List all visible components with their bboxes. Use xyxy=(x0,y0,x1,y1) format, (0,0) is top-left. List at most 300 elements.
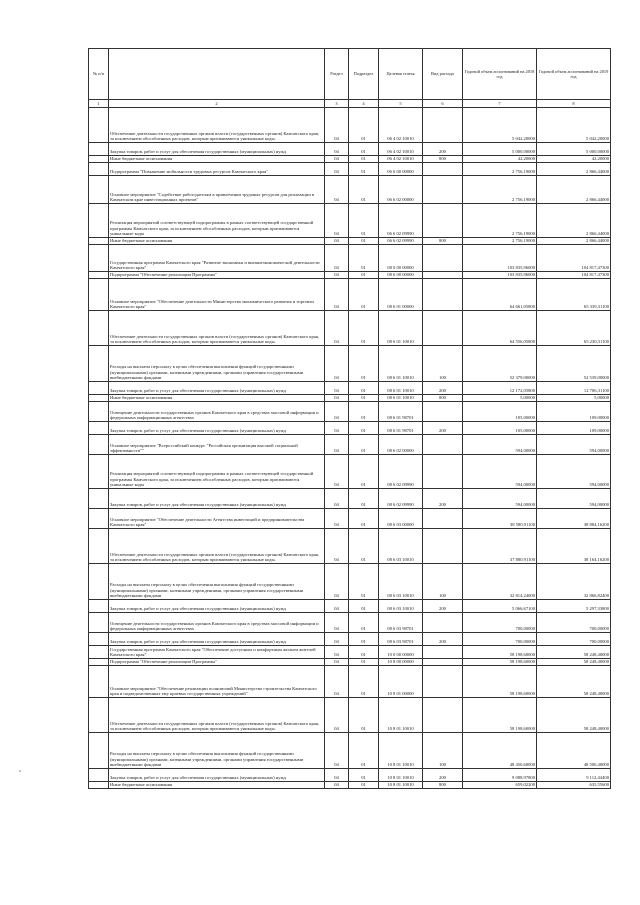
cell-vr xyxy=(423,279,463,311)
cell-razdel: 04 xyxy=(325,311,349,346)
cell-podrazdel: 01 xyxy=(349,733,379,769)
table-row xyxy=(89,422,611,435)
cell-year-2018: 42,20000 xyxy=(463,156,537,163)
cell-razdel: 04 xyxy=(325,435,349,455)
cell-csr: 06 6 02 00000 xyxy=(379,176,423,204)
cell-num xyxy=(89,156,109,163)
cell-razdel: 04 xyxy=(325,698,349,733)
cell-razdel: 04 xyxy=(325,600,349,613)
cell-year-2018: 2 756,19000 xyxy=(463,176,537,204)
cell-name: Закупка товаров, работ и услуг для обеспечения государственных (муниципальных) нужд xyxy=(109,143,325,156)
cell-name: Расходы на выплаты персоналу в целях обеспечения выполнения функций государственными (муниципальными) органами, казенными учреждениями, органами управления государственными внебюджетными фондами xyxy=(109,564,325,600)
cell-razdel: 04 xyxy=(325,402,349,422)
cell-year-2018: 58 198,60000 xyxy=(463,659,537,666)
cell-name: Иные бюджетные ассигнования xyxy=(109,238,325,245)
cell-csr: 06 4 02 10010 xyxy=(379,108,423,143)
cell-razdel: 04 xyxy=(325,163,349,176)
cell-year-2019: 109,00000 xyxy=(537,402,611,422)
cell-csr: 10 8 01 10010 xyxy=(379,698,423,733)
table-row xyxy=(89,382,611,395)
header-csr: Целевая статья xyxy=(379,49,423,100)
cell-num xyxy=(89,245,109,272)
cell-podrazdel: 01 xyxy=(349,489,379,509)
cell-vr xyxy=(423,666,463,698)
cell-podrazdel: 01 xyxy=(349,769,379,782)
cell-name: Основное мероприятие "Обеспечение деятельности Агентства инвестиций и предпринимательства Камчатского края" xyxy=(109,509,325,529)
cell-year-2019: 32 866,82400 xyxy=(537,564,611,600)
cell-csr: 08 6 03 10010 xyxy=(379,564,423,600)
cell-razdel: 04 xyxy=(325,529,349,564)
cell-vr: 200 xyxy=(423,769,463,782)
cell-year-2018: 659,02200 xyxy=(463,782,537,789)
cell-csr: 08 6 03 98701 xyxy=(379,633,423,646)
cell-name: Закупка товаров, работ и услуг для обеспечения государственных (муниципальных) нужд xyxy=(109,422,325,435)
cell-year-2019: 38 164,16200 xyxy=(537,529,611,564)
cell-podrazdel: 01 xyxy=(349,279,379,311)
cell-razdel: 04 xyxy=(325,613,349,633)
cell-name: Расходы на выплаты персоналу в целях обеспечения выполнения функций государственными (муниципальными) органами, казенными учреждениями, органами управления государственными внебюджетными фондами xyxy=(109,346,325,382)
cell-podrazdel: 01 xyxy=(349,422,379,435)
cell-vr: 100 xyxy=(423,564,463,600)
cell-year-2018: 64 661,05800 xyxy=(463,279,537,311)
col-number: 7 xyxy=(463,100,537,108)
cell-podrazdel: 01 xyxy=(349,600,379,613)
cell-year-2018: 105,00000 xyxy=(463,422,537,435)
cell-csr: 06 4 02 10010 xyxy=(379,156,423,163)
cell-year-2018: 105,00000 xyxy=(463,402,537,422)
cell-podrazdel: 01 xyxy=(349,646,379,659)
cell-razdel: 04 xyxy=(325,108,349,143)
cell-razdel: 04 xyxy=(325,564,349,600)
cell-podrazdel: 01 xyxy=(349,529,379,564)
cell-name: Обеспечение деятельности государственных органов власти (государственных органов) Камчатского края, за исключением обособленных расходов, которым присваиваются уникальные коды. xyxy=(109,108,325,143)
cell-vr xyxy=(423,163,463,176)
cell-vr: 200 xyxy=(423,143,463,156)
cell-year-2019: 594,00000 xyxy=(537,435,611,455)
cell-year-2018: 37 880,91100 xyxy=(463,529,537,564)
cell-year-2019: 104 817,47300 xyxy=(537,245,611,272)
cell-vr xyxy=(423,272,463,279)
cell-csr: 06 6 02 09990 xyxy=(379,238,423,245)
table-row xyxy=(89,666,611,698)
cell-year-2018: 5 042,20000 xyxy=(463,108,537,143)
margin-mark-icon xyxy=(18,760,22,764)
header-row xyxy=(89,49,611,100)
cell-num xyxy=(89,272,109,279)
header-razdel: Раздел xyxy=(325,49,349,100)
cell-podrazdel: 01 xyxy=(349,272,379,279)
cell-csr: 08 6 03 98701 xyxy=(379,613,423,633)
cell-vr xyxy=(423,529,463,564)
cell-num xyxy=(89,666,109,698)
cell-year-2018: 2 756,19000 xyxy=(463,163,537,176)
table-row xyxy=(89,204,611,238)
cell-num xyxy=(89,279,109,311)
cell-num xyxy=(89,646,109,659)
cell-num xyxy=(89,311,109,346)
cell-vr xyxy=(423,646,463,659)
cell-name: Иные бюджетные ассигнования xyxy=(109,156,325,163)
cell-vr: 200 xyxy=(423,422,463,435)
cell-razdel: 04 xyxy=(325,633,349,646)
header-num: № п/п xyxy=(89,49,109,100)
col-number: 2 xyxy=(109,100,325,108)
col-number: 6 xyxy=(423,100,463,108)
cell-razdel: 04 xyxy=(325,346,349,382)
table-row xyxy=(89,633,611,646)
table-row xyxy=(89,455,611,489)
cell-name: Государственная программа Камчатского края "Развитие экономики и внешнеэкономической деятельности Камчатского края" xyxy=(109,245,325,272)
cell-podrazdel: 01 xyxy=(349,659,379,666)
cell-num xyxy=(89,238,109,245)
cell-num xyxy=(89,769,109,782)
cell-year-2019: 65 230,31100 xyxy=(537,311,611,346)
cell-vr xyxy=(423,509,463,529)
cell-year-2018: 2 756,19000 xyxy=(463,204,537,238)
cell-name: Обеспечение деятельности государственных органов власти (государственных органов) Камчатского края, за исключением обособленных расходов, которым присваиваются уникальные коды. xyxy=(109,311,325,346)
table-row xyxy=(89,176,611,204)
table-row xyxy=(89,346,611,382)
cell-num xyxy=(89,422,109,435)
cell-year-2019: 700,00000 xyxy=(537,633,611,646)
cell-csr: 06 6 00 00000 xyxy=(379,163,423,176)
cell-csr: 08 6 03 10010 xyxy=(379,529,423,564)
cell-year-2019: 2 866,44000 xyxy=(537,176,611,204)
cell-razdel: 04 xyxy=(325,422,349,435)
column-number-row xyxy=(89,100,611,108)
table-row xyxy=(89,156,611,163)
cell-podrazdel: 01 xyxy=(349,143,379,156)
cell-name: Закупка товаров, работ и услуг для обеспечения государственных (муниципальных) нужд xyxy=(109,489,325,509)
cell-year-2019: 635,55600 xyxy=(537,782,611,789)
cell-num xyxy=(89,435,109,455)
cell-podrazdel: 01 xyxy=(349,633,379,646)
cell-num xyxy=(89,698,109,733)
cell-podrazdel: 01 xyxy=(349,509,379,529)
cell-year-2018: 32 814,24000 xyxy=(463,564,537,600)
table-row xyxy=(89,733,611,769)
cell-vr xyxy=(423,204,463,238)
cell-razdel: 04 xyxy=(325,143,349,156)
cell-razdel: 04 xyxy=(325,204,349,238)
table-row xyxy=(89,108,611,143)
cell-num xyxy=(89,395,109,402)
cell-num xyxy=(89,204,109,238)
table-row xyxy=(89,613,611,633)
cell-podrazdel: 01 xyxy=(349,163,379,176)
header-year-2018: Годовой объем ассигнований на 2018 год xyxy=(463,49,537,100)
cell-podrazdel: 01 xyxy=(349,311,379,346)
col-number: 3 xyxy=(325,100,349,108)
cell-year-2019: 52 539,00000 xyxy=(537,346,611,382)
table-row xyxy=(89,769,611,782)
cell-vr xyxy=(423,659,463,666)
cell-name: Основное мероприятие "Обеспечение деятельности Министерства экономического развития и торговли Камчатского края" xyxy=(109,279,325,311)
cell-year-2019: 700,00000 xyxy=(537,613,611,633)
cell-name: Реализация мероприятий соответствующей подпрограммы в рамках соответствующей государственной программы Камчатского края, за исключением обособленных расходов, которым присваиваются уникальные коды xyxy=(109,204,325,238)
cell-vr xyxy=(423,455,463,489)
cell-name: Основное мероприятие "Содействие работодателям в привлечении трудовых ресурсов для реализации в Камчатском крае инвестиционных проектов" xyxy=(109,176,325,204)
table-row xyxy=(89,782,611,789)
cell-year-2018: 58 198,60000 xyxy=(463,698,537,733)
table-row xyxy=(89,402,611,422)
cell-name: Закупка товаров, работ и услуг для обеспечения государственных (муниципальных) нужд xyxy=(109,382,325,395)
cell-razdel: 04 xyxy=(325,176,349,204)
cell-num xyxy=(89,613,109,633)
cell-razdel: 04 xyxy=(325,509,349,529)
cell-podrazdel: 01 xyxy=(349,435,379,455)
cell-name: Иные бюджетные ассигнования xyxy=(109,782,325,789)
cell-num xyxy=(89,402,109,422)
cell-num xyxy=(89,455,109,489)
table-body xyxy=(89,108,611,789)
table-row xyxy=(89,395,611,402)
cell-name: Иные бюджетные ассигнования xyxy=(109,395,325,402)
cell-vr: 200 xyxy=(423,600,463,613)
cell-csr: 08 6 03 00000 xyxy=(379,509,423,529)
header-year-2019: Годовой объем ассигнований на 2019 год xyxy=(537,49,611,100)
cell-csr: 08 6 02 09990 xyxy=(379,489,423,509)
cell-csr: 06 4 02 10010 xyxy=(379,143,423,156)
cell-razdel: 04 xyxy=(325,279,349,311)
table-row xyxy=(89,245,611,272)
table-row xyxy=(89,143,611,156)
cell-name: Подпрограмма "Повышение мобильности трудовых ресурсов Камчатского края" xyxy=(109,163,325,176)
table-row xyxy=(89,564,611,600)
cell-num xyxy=(89,782,109,789)
cell-csr: 08 6 01 98701 xyxy=(379,422,423,435)
table-row xyxy=(89,238,611,245)
cell-vr xyxy=(423,245,463,272)
cell-year-2019: 58 248,40000 xyxy=(537,666,611,698)
cell-name: Закупка товаров, работ и услуг для обеспечения государственных (муниципальных) нужд xyxy=(109,633,325,646)
cell-year-2018: 58 198,60000 xyxy=(463,666,537,698)
cell-num xyxy=(89,564,109,600)
cell-year-2018: 594,00000 xyxy=(463,455,537,489)
cell-csr: 08 6 01 98701 xyxy=(379,402,423,422)
cell-vr: 200 xyxy=(423,382,463,395)
cell-year-2019: 5 297,33800 xyxy=(537,600,611,613)
cell-num xyxy=(89,143,109,156)
cell-podrazdel: 01 xyxy=(349,613,379,633)
cell-num xyxy=(89,346,109,382)
cell-csr: 10 8 01 10010 xyxy=(379,782,423,789)
cell-podrazdel: 01 xyxy=(349,402,379,422)
cell-csr: 10 8 01 00000 xyxy=(379,666,423,698)
cell-razdel: 04 xyxy=(325,666,349,698)
cell-csr: 08 0 00 00000 xyxy=(379,245,423,272)
cell-vr: 200 xyxy=(423,489,463,509)
cell-razdel: 04 xyxy=(325,769,349,782)
cell-csr: 08 6 00 00000 xyxy=(379,272,423,279)
cell-vr xyxy=(423,402,463,422)
cell-year-2018: 12 172,05800 xyxy=(463,382,537,395)
cell-num xyxy=(89,733,109,769)
cell-year-2019: 5 042,20000 xyxy=(537,108,611,143)
cell-vr: 800 xyxy=(423,238,463,245)
cell-name: Реализация мероприятий соответствующей подпрограммы в рамках соответствующей государственной программы Камчатского края, за исключением обособленных расходов, которым присваиваются уникальные коды xyxy=(109,455,325,489)
cell-year-2018: 700,00000 xyxy=(463,633,537,646)
cell-name: Основное мероприятие "Обеспечение реализации полномочий Министерства строительства Камчатского края и подведомственных ему краевых государственных учреждений" xyxy=(109,666,325,698)
table-row xyxy=(89,435,611,455)
table-row xyxy=(89,163,611,176)
cell-year-2019: 5 000,00000 xyxy=(537,143,611,156)
cell-year-2018: 5,00000 xyxy=(463,395,537,402)
cell-podrazdel: 01 xyxy=(349,782,379,789)
table-row xyxy=(89,600,611,613)
cell-year-2019: 42,20000 xyxy=(537,156,611,163)
cell-razdel: 04 xyxy=(325,238,349,245)
cell-podrazdel: 01 xyxy=(349,698,379,733)
cell-name: Закупка товаров, работ и услуг для обеспечения государственных (муниципальных) нужд xyxy=(109,769,325,782)
cell-num xyxy=(89,108,109,143)
cell-name: Обеспечение деятельности государственных органов власти (государственных органов) Камчатского края, за исключением обособленных расходов, которым присваиваются уникальные коды. xyxy=(109,529,325,564)
col-number: 8 xyxy=(537,100,611,108)
table-row xyxy=(89,509,611,529)
table-row xyxy=(89,698,611,733)
cell-podrazdel: 01 xyxy=(349,455,379,489)
cell-csr: 10 8 00 00000 xyxy=(379,659,423,666)
cell-vr: 100 xyxy=(423,346,463,382)
header-podrazdel: Подраздел xyxy=(349,49,379,100)
table-row xyxy=(89,272,611,279)
cell-podrazdel: 01 xyxy=(349,156,379,163)
cell-csr: 08 6 01 10010 xyxy=(379,346,423,382)
cell-podrazdel: 01 xyxy=(349,346,379,382)
cell-podrazdel: 01 xyxy=(349,108,379,143)
cell-csr: 10 8 01 10010 xyxy=(379,769,423,782)
cell-year-2019: 65 339,31100 xyxy=(537,279,611,311)
cell-name: Государственная программа Камчатского края "Обеспечение доступным и комфортным жильем жителей Камчатского края" xyxy=(109,646,325,659)
cell-csr: 08 6 01 10010 xyxy=(379,311,423,346)
cell-csr: 08 6 03 10010 xyxy=(379,600,423,613)
cell-year-2019: 2 866,44000 xyxy=(537,163,611,176)
cell-year-2019: 48 500,40000 xyxy=(537,733,611,769)
table-row xyxy=(89,529,611,564)
cell-year-2018: 700,00000 xyxy=(463,613,537,633)
cell-vr xyxy=(423,108,463,143)
cell-name: Освещение деятельности государственных органов Камчатского края в средствах массовой информации и федеральных информационных агентствах xyxy=(109,613,325,633)
cell-vr: 800 xyxy=(423,782,463,789)
cell-vr: 800 xyxy=(423,395,463,402)
table-row xyxy=(89,279,611,311)
cell-num xyxy=(89,633,109,646)
col-number: 5 xyxy=(379,100,423,108)
cell-razdel: 04 xyxy=(325,156,349,163)
col-number: 4 xyxy=(349,100,379,108)
cell-name: Освещение деятельности государственных органов Камчатского края в средствах массовой информации и федеральных информационных агентствах xyxy=(109,402,325,422)
cell-num xyxy=(89,600,109,613)
cell-csr: 08 6 02 09990 xyxy=(379,455,423,489)
cell-year-2018: 64 556,05800 xyxy=(463,311,537,346)
cell-podrazdel: 01 xyxy=(349,382,379,395)
cell-podrazdel: 01 xyxy=(349,204,379,238)
budget-table xyxy=(88,48,611,789)
budget-table-sheet xyxy=(88,48,610,789)
cell-year-2019: 58 248,40000 xyxy=(537,659,611,666)
cell-year-2019: 58 248,40000 xyxy=(537,646,611,659)
cell-razdel: 04 xyxy=(325,395,349,402)
cell-name: Основное мероприятие "Всероссийский конкурс "Российская организация высокой социальной эффективности"" xyxy=(109,435,325,455)
cell-year-2019: 58 248,40000 xyxy=(537,698,611,733)
cell-year-2019: 38 884,16200 xyxy=(537,509,611,529)
cell-year-2018: 2 756,19000 xyxy=(463,238,537,245)
cell-vr xyxy=(423,311,463,346)
cell-vr xyxy=(423,435,463,455)
cell-csr: 08 6 02 00000 xyxy=(379,435,423,455)
cell-name: Обеспечение деятельности государственных органов власти (государственных органов) Камчатского края, за исключением обособленных расходов, которым присваиваются уникальные коды. xyxy=(109,698,325,733)
header-vr: Вид расхода xyxy=(423,49,463,100)
header-name xyxy=(109,49,325,100)
cell-year-2019: 12 706,31100 xyxy=(537,382,611,395)
cell-csr: 10 8 01 10010 xyxy=(379,733,423,769)
cell-num xyxy=(89,659,109,666)
cell-num xyxy=(89,382,109,395)
cell-razdel: 04 xyxy=(325,489,349,509)
cell-year-2018: 9 088,97800 xyxy=(463,769,537,782)
cell-year-2019: 2 866,44000 xyxy=(537,204,611,238)
cell-csr: 06 6 02 09990 xyxy=(379,204,423,238)
cell-year-2019: 104 817,47300 xyxy=(537,272,611,279)
cell-year-2019: 2 866,44000 xyxy=(537,238,611,245)
cell-podrazdel: 01 xyxy=(349,666,379,698)
cell-num xyxy=(89,489,109,509)
cell-year-2018: 594,00000 xyxy=(463,435,537,455)
cell-podrazdel: 01 xyxy=(349,245,379,272)
cell-razdel: 04 xyxy=(325,659,349,666)
cell-year-2019: 109,00000 xyxy=(537,422,611,435)
cell-csr: 08 6 01 10010 xyxy=(379,395,423,402)
table-row xyxy=(89,489,611,509)
cell-name: Подпрограмма "Обеспечение реализации Программы" xyxy=(109,659,325,666)
cell-year-2019: 594,00000 xyxy=(537,455,611,489)
cell-razdel: 04 xyxy=(325,272,349,279)
cell-year-2018: 38 580,91100 xyxy=(463,509,537,529)
cell-vr: 100 xyxy=(423,733,463,769)
cell-num xyxy=(89,163,109,176)
cell-year-2018: 103 835,96000 xyxy=(463,245,537,272)
cell-num xyxy=(89,509,109,529)
cell-vr: 800 xyxy=(423,156,463,163)
cell-csr: 10 0 00 00000 xyxy=(379,646,423,659)
cell-name: Расходы на выплаты персоналу в целях обеспечения выполнения функций государственными (муниципальными) органами, казенными учреждениями, органами управления государственными внебюджетными фондами xyxy=(109,733,325,769)
table-row xyxy=(89,659,611,666)
table-row xyxy=(89,646,611,659)
cell-year-2018: 103 835,96000 xyxy=(463,272,537,279)
cell-vr xyxy=(423,613,463,633)
cell-year-2018: 48 450,60000 xyxy=(463,733,537,769)
cell-razdel: 04 xyxy=(325,733,349,769)
cell-razdel: 04 xyxy=(325,245,349,272)
cell-vr xyxy=(423,698,463,733)
cell-razdel: 04 xyxy=(325,382,349,395)
cell-year-2018: 5 066,67100 xyxy=(463,600,537,613)
cell-year-2018: 5 000,00000 xyxy=(463,143,537,156)
cell-vr: 200 xyxy=(423,633,463,646)
cell-year-2019: 5,00000 xyxy=(537,395,611,402)
cell-year-2018: 58 198,60000 xyxy=(463,646,537,659)
cell-year-2018: 594,00000 xyxy=(463,489,537,509)
cell-year-2018: 52 379,00000 xyxy=(463,346,537,382)
cell-vr xyxy=(423,176,463,204)
cell-num xyxy=(89,176,109,204)
cell-podrazdel: 01 xyxy=(349,564,379,600)
cell-num xyxy=(89,529,109,564)
cell-podrazdel: 01 xyxy=(349,238,379,245)
cell-razdel: 04 xyxy=(325,455,349,489)
col-number: 1 xyxy=(89,100,109,108)
cell-razdel: 04 xyxy=(325,782,349,789)
